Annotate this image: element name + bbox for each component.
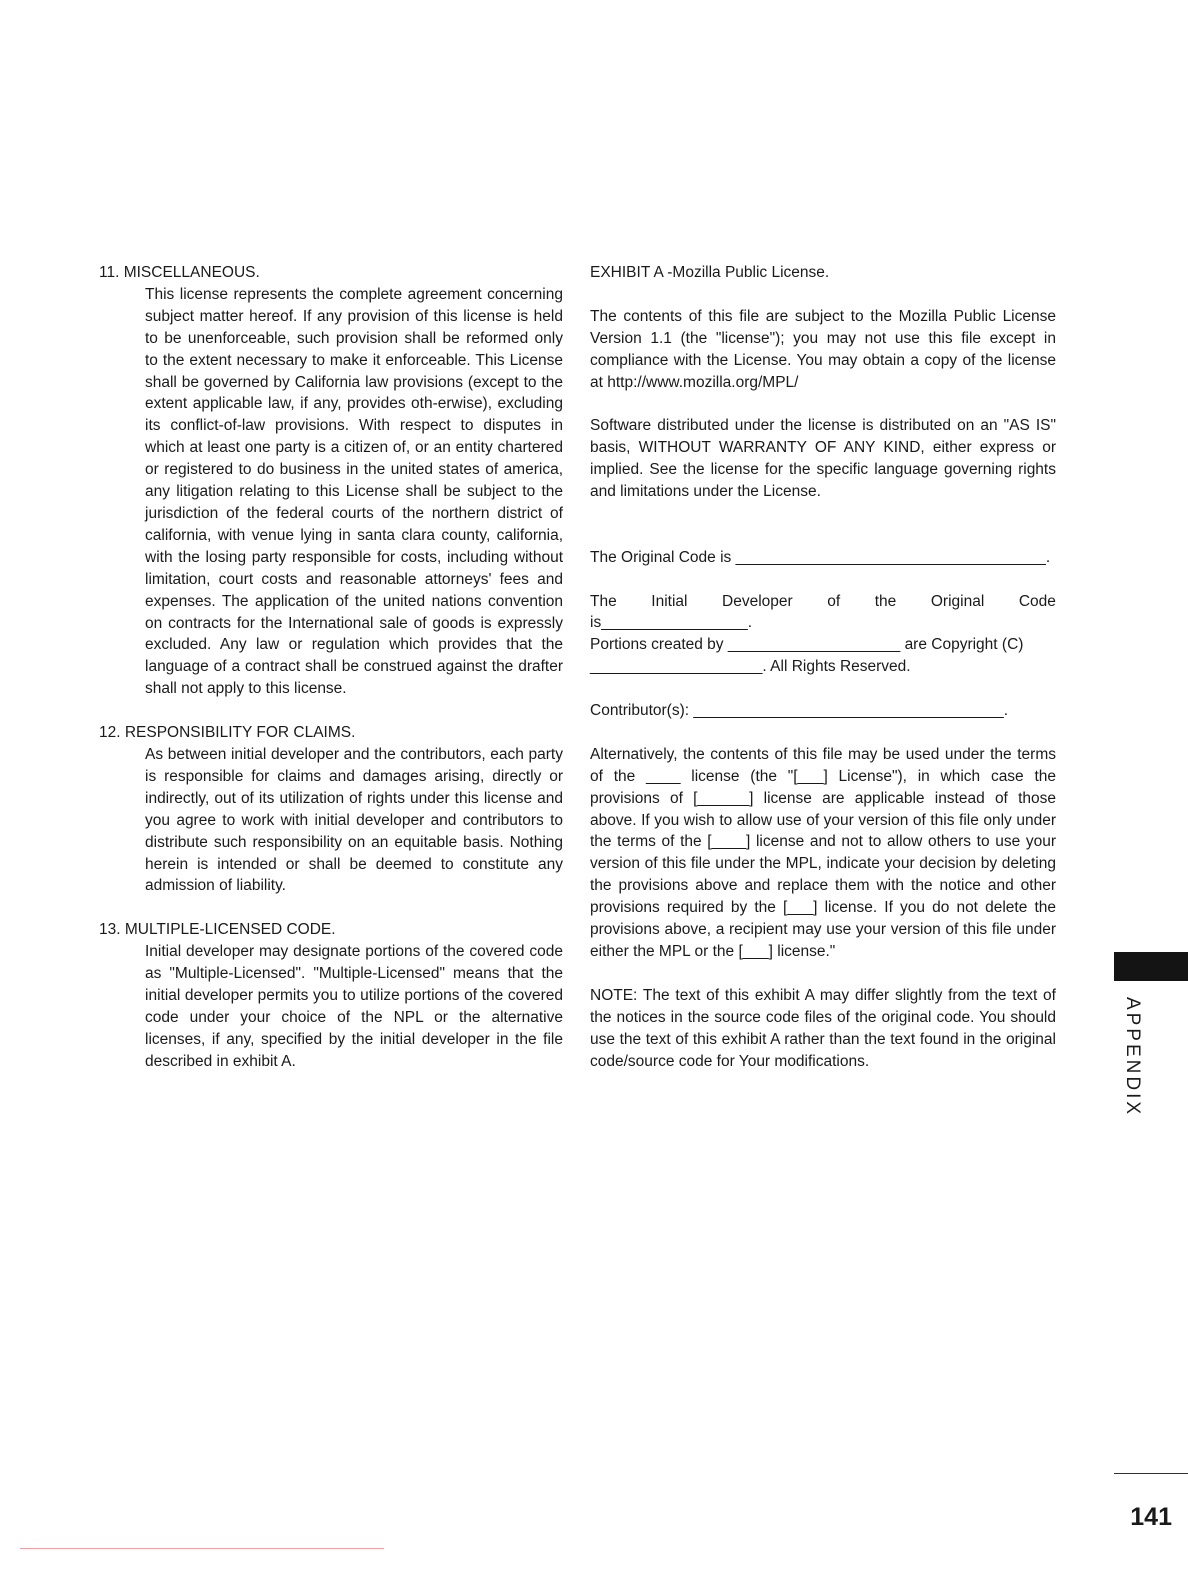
initial-developer-blank: is_________________. bbox=[590, 614, 753, 632]
original-code-line: The Original Code is ____________________________________. bbox=[590, 548, 1051, 566]
word: Code bbox=[1018, 592, 1056, 610]
word: Original bbox=[930, 592, 985, 610]
contents-paragraph: The contents of this file are subject to the Mozilla Public License Version 1.1 (the "license"); you may not use this file except in compliance with the License. You may obtain a copy of the license at http://www.mozilla.org/MPL/ bbox=[590, 307, 1056, 391]
section-heading: 11. MISCELLANEOUS. bbox=[99, 264, 260, 281]
page-number-divider bbox=[1114, 1473, 1188, 1474]
section-responsibility-for-claims bbox=[99, 722, 563, 897]
section-body: As between initial developer and the contributors, each party is responsible for claims and damages arising, directly or indirectly, out of its utilization of rights under this license and you agree to work with initial developer and contributors to distribute such responsibility on an equitable basis. Nothing herein is intended or shall be deemed to constitute any admission of liability. bbox=[145, 746, 563, 895]
rights-reserved-line: ____________________. All Rights Reserved. bbox=[590, 658, 911, 676]
portions-text: Portions created by ____________________ are Copyright (C) bbox=[590, 636, 1024, 654]
portions-line bbox=[590, 634, 1056, 656]
word: the bbox=[874, 592, 897, 610]
initial-developer-line bbox=[590, 591, 1056, 613]
word: of bbox=[827, 592, 841, 610]
alternatively-paragraph: Alternatively, the contents of this file may be used under the terms of the ____ license (the "[___] License"), in which case the provisions of [______] license are applicable instead of those above. If you wish to allow use of your version of this file only under the terms of the [____] license and not to allow others to use your version of this file under the MPL, indicate your decision by deleting the provisions above and replace them with the notice and other provisions required by the [___] license. If you do not delete the provisions above, a recipient may use your version of this file under either the MPL or the [___] license." bbox=[590, 745, 1056, 960]
section-heading: 13. MULTIPLE-LICENSED CODE. bbox=[99, 921, 336, 939]
page-number: 141 bbox=[1130, 1503, 1172, 1531]
section-body: This license represents the complete agreement concerning subject matter hereof. If any provision of this license is held to be unenforceable, such provision shall be reformed only to the extent necessary to make it enforceable. This License shall be governed by California law provisions (except to the extent applicable law, if any, provides oth-erwise), excluding its conflict-of-law provisions. With respect to disputes in which at least one party is a citizen of, or an entity chartered or registered to do business in the united states of america, any litigation relating to this License shall be subject to the jurisdiction of the federal courts of the northern district of california, with venue lying in santa clara county, california, with the losing party responsible for costs, including without limitation, court costs and reasonable attorneys' fees and expenses. The application of the united nations convention on contracts for the International sale of goods is expressly excluded. Any law or regulation which provides that the language of a contract shall be construed against the drafter shall not apply to this license. bbox=[145, 285, 563, 698]
section-heading: 12. RESPONSIBILITY FOR CLAIMS. bbox=[99, 724, 356, 742]
section-body: Initial developer may designate portions of the covered code as "Multiple-Licensed". "Multiple-Licensed" means that the initial developer permits you to utilize portions of the covered code under your choice of the NPL or the alternative licenses, if any, specified by the initial developer in the file described in exhibit A. bbox=[145, 943, 563, 1070]
footer-rule bbox=[20, 1548, 384, 1549]
left-column bbox=[99, 262, 563, 1095]
appendix-tab-marker bbox=[1114, 952, 1188, 981]
exhibit-title: EXHIBIT A -Mozilla Public License. bbox=[590, 264, 830, 281]
note-paragraph: NOTE: The text of this exhibit A may differ slightly from the text of the notices in the source code files of the original code. You should use the text of this exhibit A rather than the text found in the original code/source code for Your modifications. bbox=[590, 986, 1056, 1070]
contributors-line: Contributor(s): ____________________________________. bbox=[590, 702, 1009, 720]
appendix-side-label bbox=[1103, 993, 1161, 1121]
word: Developer bbox=[722, 592, 793, 610]
right-column bbox=[590, 262, 1056, 1094]
software-paragraph: Software distributed under the license is distributed on an "AS IS" basis, WITHOUT WARRANTY OF ANY KIND, either express or implied. See the license for the specific language governing rights and limitations under the License. bbox=[590, 417, 1056, 501]
word: The bbox=[590, 592, 617, 610]
appendix-label-text: APPENDIX bbox=[1122, 996, 1143, 1118]
section-miscellaneous bbox=[99, 262, 563, 700]
section-multiple-licensed-code bbox=[99, 919, 563, 1072]
word: Initial bbox=[651, 592, 688, 610]
initial-developer-block bbox=[590, 591, 1056, 679]
